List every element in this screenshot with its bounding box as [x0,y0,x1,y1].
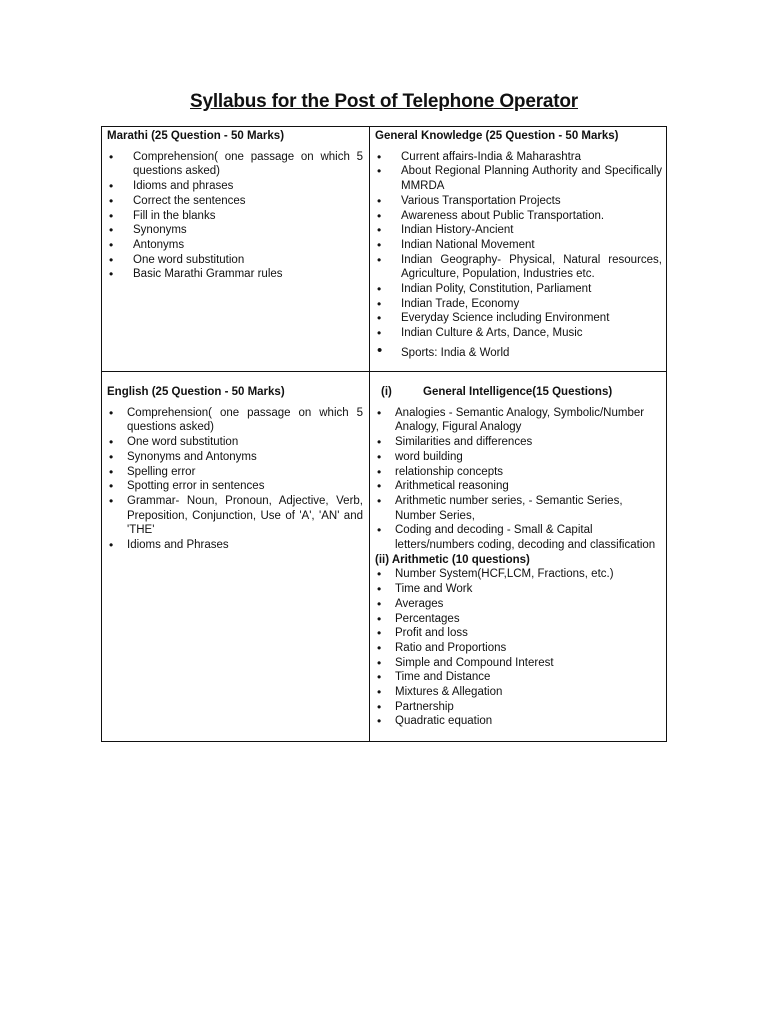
list-item: • Quadratic equation [375,714,662,729]
gi-list [375,406,662,553]
list-item: • Profit and loss [375,626,662,641]
list-item: • Averages [375,597,662,612]
list-item: • Coding and decoding - Small & Capital letters/numbers coding, decoding and classification [375,523,662,552]
list-item: • Analogies - Semantic Analogy, Symbolic/Number Analogy, Figural Analogy [375,406,662,435]
list-item: • Percentages [375,612,662,627]
list-item: • Indian Geography- Physical, Natural resources, Agriculture, Population, Industries etc. [375,253,662,282]
list-item: • Current affairs-India & Maharashtra [375,150,662,165]
list-item: • Correct the sentences [107,194,363,209]
list-item: • Fill in the blanks [107,209,363,224]
marathi-list [107,150,363,282]
list-item: • Various Transportation Projects [375,194,662,209]
syllabus-table [101,126,667,742]
english-list [107,406,363,553]
english-cell [107,385,363,553]
gk-heading: General Knowledge (25 Question - 50 Marks) [375,130,619,142]
list-item: • Spotting error in sentences [107,479,363,494]
gi-heading-text: General Intelligence(15 Questions) [423,386,613,398]
list-item: • Idioms and Phrases [107,538,363,553]
list-item: • Synonyms [107,223,363,238]
list-item: • Indian Trade, Economy [375,297,662,312]
list-item: • Time and Distance [375,670,662,685]
list-item: • Indian Polity, Constitution, Parliament [375,282,662,297]
list-item: • Basic Marathi Grammar rules [107,267,363,282]
list-item: • Comprehension( one passage on which 5 questions asked) [107,150,363,179]
list-item: • Everyday Science including Environment [375,311,662,326]
arithmetic-heading: (ii) Arithmetic (10 questions) [375,553,530,566]
row-divider [102,371,666,372]
list-item: • Idioms and phrases [107,179,363,194]
list-item: • Sports: India & World [375,346,662,361]
reasoning-cell [375,385,662,729]
list-item: • Indian Culture & Arts, Dance, Music [375,326,662,341]
english-heading: English (25 Question - 50 Marks) [107,386,285,398]
gi-heading [375,385,662,400]
list-item: • Similarities and differences [375,435,662,450]
list-item: • Grammar- Noun, Pronoun, Adjective, Verb, Preposition, Conjunction, Use of 'A', 'AN' and 'THE' [107,494,363,538]
marathi-heading: Marathi (25 Question - 50 Marks) [107,130,285,142]
list-item: • relationship concepts [375,465,662,480]
gi-heading-number: (i) [381,386,392,398]
gk-cell [375,129,662,361]
list-item: • Time and Work [375,582,662,597]
list-item: • Mixtures & Allegation [375,685,662,700]
column-divider [369,127,370,741]
marathi-cell [107,129,363,282]
list-item: • Spelling error [107,465,363,480]
list-item: • word building [375,450,662,465]
list-item: • Arithmetic number series, - Semantic Series, Number Series, [375,494,662,523]
list-item: • One word substitution [107,435,363,450]
arithmetic-list [375,567,662,729]
list-item: • Indian History-Ancient [375,223,662,238]
list-item: • Indian National Movement [375,238,662,253]
gk-list [375,150,662,361]
list-item: • Comprehension( one passage on which 5 questions asked) [107,406,363,435]
list-item: • Arithmetical reasoning [375,479,662,494]
list-item: • One word substitution [107,253,363,268]
list-item: • Synonyms and Antonyms [107,450,363,465]
page-title: Syllabus for the Post of Telephone Operator [190,91,578,112]
list-item: • Number System(HCF,LCM, Fractions, etc.) [375,567,662,582]
list-item: • Simple and Compound Interest [375,656,662,671]
list-item: • Ratio and Proportions [375,641,662,656]
list-item: • Antonyms [107,238,363,253]
list-item: • Awareness about Public Transportation. [375,209,662,224]
list-item: • Partnership [375,700,662,715]
list-item: • About Regional Planning Authority and Specifically MMRDA [375,164,662,193]
